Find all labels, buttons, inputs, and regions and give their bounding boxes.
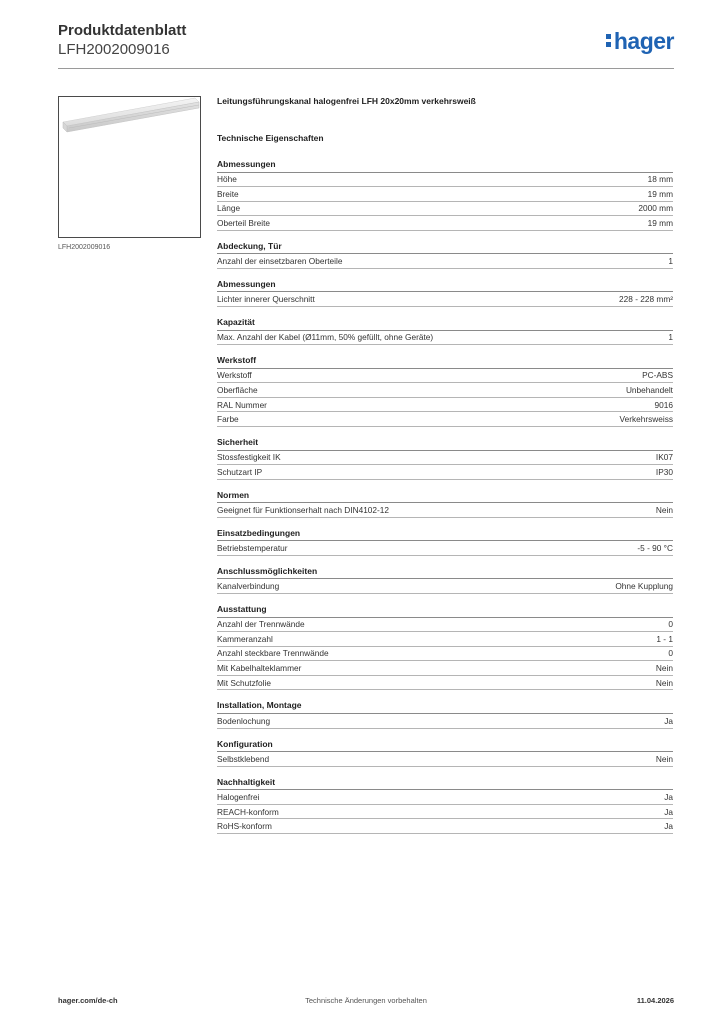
property-label: Kammeranzahl — [217, 633, 273, 644]
property-label: Oberteil Breite — [217, 218, 271, 229]
section-title: Normen — [217, 489, 673, 504]
section-title: Konfiguration — [217, 738, 673, 753]
property-value: 19 mm — [647, 218, 673, 229]
property-row — [217, 579, 673, 594]
property-value: Ja — [664, 715, 673, 726]
property-value: PC-ABS — [642, 370, 673, 381]
property-value: 1 — [668, 332, 673, 343]
cable-duct-illustration — [59, 97, 200, 237]
document-title: Produktdatenblatt — [58, 22, 187, 39]
property-value: IK07 — [655, 452, 673, 463]
property-label: Höhe — [217, 174, 237, 185]
properties-sections — [217, 158, 673, 834]
property-row — [217, 714, 673, 729]
property-row — [217, 292, 673, 307]
header-divider — [58, 68, 674, 69]
logo-colon-mark — [606, 31, 612, 50]
property-section — [217, 776, 673, 834]
property-value: 2000 mm — [638, 203, 673, 214]
property-value: Nein — [655, 677, 673, 688]
section-title: Sicherheit — [217, 436, 673, 451]
property-row — [217, 202, 673, 217]
property-label: REACH-konform — [217, 806, 279, 817]
property-row — [217, 541, 673, 556]
property-value: Nein — [655, 505, 673, 516]
property-section — [217, 527, 673, 556]
property-label: Bodenlochung — [217, 715, 271, 726]
property-value: Ohne Kupplung — [615, 581, 673, 592]
property-label: Mit Schutzfolie — [217, 677, 271, 688]
property-label: Werkstoff — [217, 370, 252, 381]
property-value: 1 — [668, 256, 673, 267]
property-value: Nein — [655, 753, 673, 764]
section-title: Anschlussmöglichkeiten — [217, 565, 673, 580]
property-label: Lichter innerer Querschnitt — [217, 294, 315, 305]
section-title: Einsatzbedingungen — [217, 527, 673, 542]
property-row — [217, 369, 673, 384]
property-row — [217, 819, 673, 834]
section-title: Abdeckung, Tür — [217, 240, 673, 255]
property-value: Unbehandelt — [625, 385, 673, 396]
section-title: Werkstoff — [217, 354, 673, 369]
property-row — [217, 451, 673, 466]
property-section — [217, 436, 673, 480]
property-label: Breite — [217, 188, 239, 199]
property-row — [217, 412, 673, 427]
technical-properties-heading: Technische Eigenschaften — [217, 133, 324, 143]
property-row — [217, 383, 673, 398]
section-title: Kapazität — [217, 316, 673, 331]
property-section — [217, 316, 673, 345]
property-section — [217, 603, 673, 690]
property-row — [217, 331, 673, 346]
property-row — [217, 632, 673, 647]
property-value: Ja — [664, 821, 673, 832]
page-footer — [58, 996, 674, 1010]
property-value: Ja — [664, 791, 673, 802]
product-details — [217, 95, 673, 834]
property-row — [217, 752, 673, 767]
property-value: -5 - 90 °C — [637, 543, 673, 554]
property-row — [217, 503, 673, 518]
product-name: Leitungsführungskanal halogenfrei LFH 20x20mm verkehrsweiß — [217, 96, 476, 106]
footer-date: 11.04.2026 — [636, 996, 674, 1005]
product-image — [58, 96, 201, 238]
footer-website: hager.com/de-ch — [58, 996, 118, 1005]
property-label: Anzahl steckbare Trennwände — [217, 648, 329, 659]
property-label: Selbstklebend — [217, 753, 270, 764]
section-title: Installation, Montage — [217, 699, 673, 714]
footer-notice: Technische Änderungen vorbehalten — [305, 996, 427, 1005]
property-value: 19 mm — [647, 188, 673, 199]
property-value: 18 mm — [647, 174, 673, 185]
property-value: Ja — [664, 806, 673, 817]
property-value: 228 - 228 mm² — [619, 294, 673, 305]
property-row — [217, 805, 673, 820]
property-label: RoHS-konform — [217, 821, 272, 832]
property-label: Kanalverbindung — [217, 581, 280, 592]
property-row — [217, 618, 673, 633]
property-label: RAL Nummer — [217, 399, 267, 410]
property-label: Geeignet für Funktionserhalt nach DIN4102-12 — [217, 505, 390, 516]
page-header — [58, 22, 674, 68]
property-section — [217, 489, 673, 518]
property-row — [217, 254, 673, 269]
property-value: 9016 — [654, 399, 673, 410]
property-value: 1 - 1 — [656, 633, 673, 644]
product-number: LFH2002009016 — [58, 41, 170, 58]
property-value: IP30 — [655, 466, 673, 477]
property-label: Mit Kabelhalteklammer — [217, 663, 302, 674]
property-label: Anzahl der Trennwände — [217, 619, 305, 630]
property-value: Nein — [655, 663, 673, 674]
property-label: Anzahl der einsetzbaren Oberteile — [217, 256, 343, 267]
property-label: Farbe — [217, 414, 239, 425]
logo-text: hager — [613, 28, 674, 54]
section-title: Abmessungen — [217, 278, 673, 293]
hager-logo — [606, 28, 674, 55]
property-row — [217, 676, 673, 691]
property-section — [217, 354, 673, 427]
property-row — [217, 216, 673, 231]
property-label: Max. Anzahl der Kabel (Ø11mm, 50% gefüllt, ohne Geräte) — [217, 332, 434, 343]
property-section — [217, 565, 673, 594]
section-title: Nachhaltigkeit — [217, 776, 673, 791]
property-section — [217, 699, 673, 728]
property-value: 0 — [668, 619, 673, 630]
property-row — [217, 173, 673, 188]
property-section — [217, 278, 673, 307]
property-section — [217, 240, 673, 269]
property-value: 0 — [668, 648, 673, 659]
property-label: Oberfläche — [217, 385, 258, 396]
property-section — [217, 158, 673, 231]
property-row — [217, 187, 673, 202]
property-section — [217, 738, 673, 767]
property-row — [217, 647, 673, 662]
image-caption: LFH2002009016 — [58, 244, 111, 251]
property-row — [217, 398, 673, 413]
property-row — [217, 790, 673, 805]
section-title: Abmessungen — [217, 158, 673, 173]
section-title: Ausstattung — [217, 603, 673, 618]
property-row — [217, 661, 673, 676]
property-row — [217, 465, 673, 480]
property-label: Länge — [217, 203, 241, 214]
property-label: Betriebstemperatur — [217, 543, 288, 554]
property-label: Halogenfrei — [217, 791, 260, 802]
property-label: Stossfestigkeit IK — [217, 452, 281, 463]
property-value: Verkehrsweiss — [619, 414, 673, 425]
property-label: Schutzart IP — [217, 466, 263, 477]
